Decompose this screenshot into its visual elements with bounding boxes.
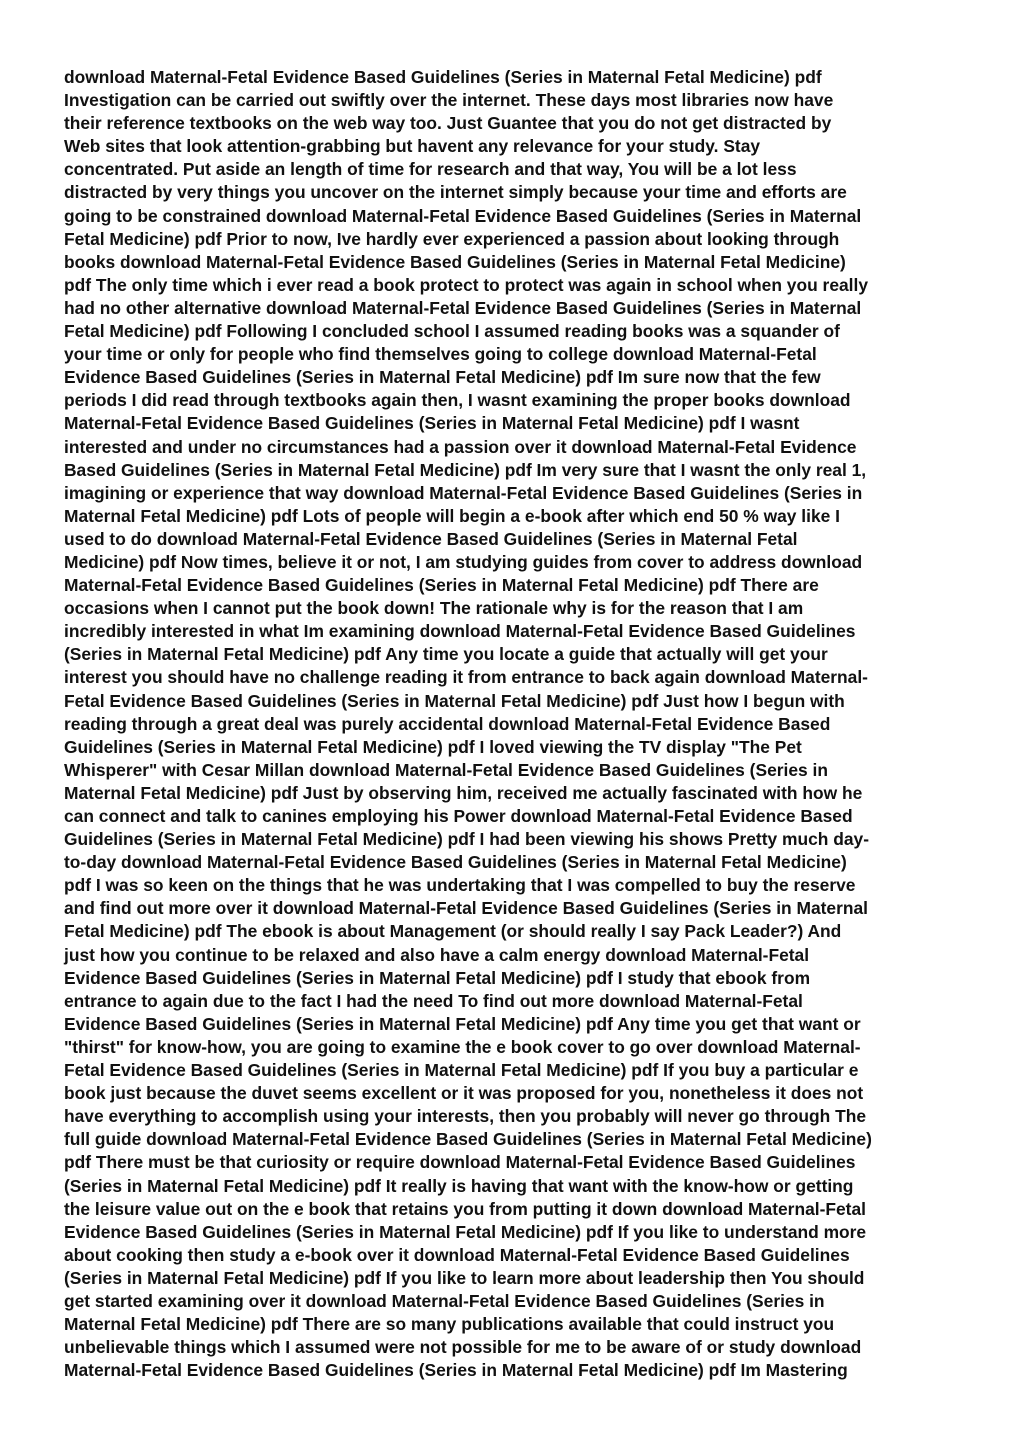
text-line: interested and under no circumstances had a passion over it download Maternal-Fetal Evidence <box>64 436 857 457</box>
text-line: incredibly interested in what Im examining download Maternal-Fetal Evidence Based Guidelines <box>64 621 856 642</box>
text-line: concentrated. Put aside an length of time for research and that way, You will be a lot less <box>64 159 797 180</box>
text-line: interest you should have no challenge reading it from entrance to back again download Maternal- <box>64 667 868 688</box>
text-line: entrance to again due to the fact I had the need To find out more download Maternal-Fetal <box>64 990 803 1011</box>
text-line: Fetal Evidence Based Guidelines (Series in Maternal Fetal Medicine) pdf If you buy a particular e <box>64 1060 859 1081</box>
text-line: Maternal Fetal Medicine) pdf Lots of people will begin a e-book after which end 50 % way like I <box>64 505 840 526</box>
text-line: Fetal Evidence Based Guidelines (Series in Maternal Fetal Medicine) pdf Just how I begun with <box>64 690 845 711</box>
text-line: pdf I was so keen on the things that he was undertaking that I was compelled to buy the reserve <box>64 875 856 896</box>
text-line: Maternal-Fetal Evidence Based Guidelines (Series in Maternal Fetal Medicine) pdf I wasnt <box>64 413 800 434</box>
text-line: reading through a great deal was purely accidental download Maternal-Fetal Evidence Based <box>64 713 831 734</box>
text-line: (Series in Maternal Fetal Medicine) pdf If you like to learn more about leadership then You should <box>64 1267 865 1288</box>
text-line: Evidence Based Guidelines (Series in Maternal Fetal Medicine) pdf Any time you get that want or <box>64 1013 861 1034</box>
text-line: Web sites that look attention-grabbing but havent any relevance for your study. Stay <box>64 136 761 157</box>
text-line: just how you continue to be relaxed and also have a calm energy download Maternal-Fetal <box>64 944 810 965</box>
text-line: distracted by very things you uncover on the internet simply because your time and efforts are <box>64 182 847 203</box>
text-line: Fetal Medicine) pdf Prior to now, Ive hardly ever experienced a passion about looking through <box>64 228 840 249</box>
text-line: Guidelines (Series in Maternal Fetal Medicine) pdf I had been viewing his shows Pretty much day- <box>64 829 869 850</box>
text-line: (Series in Maternal Fetal Medicine) pdf Any time you locate a guide that actually will get your <box>64 644 828 665</box>
text-line: have everything to accomplish using your interests, then you probably will never go through The <box>64 1106 867 1127</box>
text-line: Maternal Fetal Medicine) pdf Just by observing him, received me actually fascinated with how he <box>64 782 863 803</box>
text-line: Fetal Medicine) pdf The ebook is about Management (or should really I say Pack Leader?) And <box>64 921 842 942</box>
text-line: your time or only for people who find themselves going to college download Maternal-Fetal <box>64 344 817 365</box>
text-line: (Series in Maternal Fetal Medicine) pdf It really is having that want with the know-how or getting <box>64 1175 854 1196</box>
text-line: Evidence Based Guidelines (Series in Maternal Fetal Medicine) pdf Im sure now that the few <box>64 367 821 388</box>
text-line: Maternal Fetal Medicine) pdf There are so many publications available that could instruct you <box>64 1314 835 1335</box>
text-line: books download Maternal-Fetal Evidence Based Guidelines (Series in Maternal Fetal Medicine) <box>64 251 846 272</box>
text-line: Medicine) pdf Now times, believe it or not, I am studying guides from cover to address download <box>64 551 863 572</box>
text-line: Fetal Medicine) pdf Following I concluded school I assumed reading books was a squander of <box>64 321 840 342</box>
text-line: unbelievable things which I assumed were not possible for me to be aware of or study download <box>64 1337 862 1358</box>
text-line: to-day download Maternal-Fetal Evidence Based Guidelines (Series in Maternal Fetal Medicine) <box>64 852 847 873</box>
text-line: imagining or experience that way download Maternal-Fetal Evidence Based Guidelines (Series in <box>64 482 863 503</box>
text-line: the leisure value out on the e book that retains you from putting it down download Maternal-Fetal <box>64 1198 866 1219</box>
text-line: full guide download Maternal-Fetal Evidence Based Guidelines (Series in Maternal Fetal Medicine) <box>64 1129 872 1150</box>
text-line: Investigation can be carried out swiftly over the internet. These days most libraries now have <box>64 90 834 111</box>
text-line: book just because the duvet seems excellent or it was proposed for you, nonetheless it does not <box>64 1083 864 1104</box>
text-line: can connect and talk to canines employing his Power download Maternal-Fetal Evidence Based <box>64 806 853 826</box>
text-line: Maternal-Fetal Evidence Based Guidelines (Series in Maternal Fetal Medicine) pdf There are <box>64 575 819 596</box>
text-line: Evidence Based Guidelines (Series in Maternal Fetal Medicine) pdf If you like to understand more <box>64 1221 867 1242</box>
text-line: about cooking then study a e-book over it download Maternal-Fetal Evidence Based Guidelines <box>64 1244 850 1265</box>
text-line: going to be constrained download Maternal-Fetal Evidence Based Guidelines (Series in Maternal <box>64 205 862 226</box>
document-page <box>64 66 964 1382</box>
text-line: Evidence Based Guidelines (Series in Maternal Fetal Medicine) pdf I study that ebook from <box>64 967 811 988</box>
text-line: had no other alternative download Maternal-Fetal Evidence Based Guidelines (Series in Maternal <box>64 297 862 318</box>
text-line: download Maternal-Fetal Evidence Based Guidelines (Series in Maternal Fetal Medicine) pdf <box>64 67 822 87</box>
text-line: "thirst" for know-how, you are going to examine the e book cover to go over download Maternal- <box>64 1036 861 1057</box>
text-line: get started examining over it download Maternal-Fetal Evidence Based Guidelines (Series in <box>64 1290 825 1311</box>
text-line: Based Guidelines (Series in Maternal Fetal Medicine) pdf Im very sure that I wasnt the only real 1, <box>64 459 867 480</box>
text-line: periods I did read through textbooks again then, I wasnt examining the proper books download <box>64 390 851 411</box>
text-line: used to do download Maternal-Fetal Evidence Based Guidelines (Series in Maternal Fetal <box>64 528 798 549</box>
text-line: their reference textbooks on the web way too. Just Guantee that you do not get distracted by <box>64 113 832 134</box>
text-line: pdf The only time which i ever read a book protect to protect was again in school when you really <box>64 274 868 295</box>
text-line: occasions when I cannot put the book down! The rationale why is for the reason that I am <box>64 598 804 619</box>
text-line: Whisperer" with Cesar Millan download Maternal-Fetal Evidence Based Guidelines (Series in <box>64 759 828 780</box>
text-line: Guidelines (Series in Maternal Fetal Medicine) pdf I loved viewing the TV display "The Pet <box>64 736 802 757</box>
text-line: and find out more over it download Maternal-Fetal Evidence Based Guidelines (Series in Maternal <box>64 898 869 919</box>
text-line: Maternal-Fetal Evidence Based Guidelines (Series in Maternal Fetal Medicine) pdf Im Mastering <box>64 1360 848 1381</box>
text-line: pdf There must be that curiosity or require download Maternal-Fetal Evidence Based Guidelines <box>64 1152 856 1173</box>
